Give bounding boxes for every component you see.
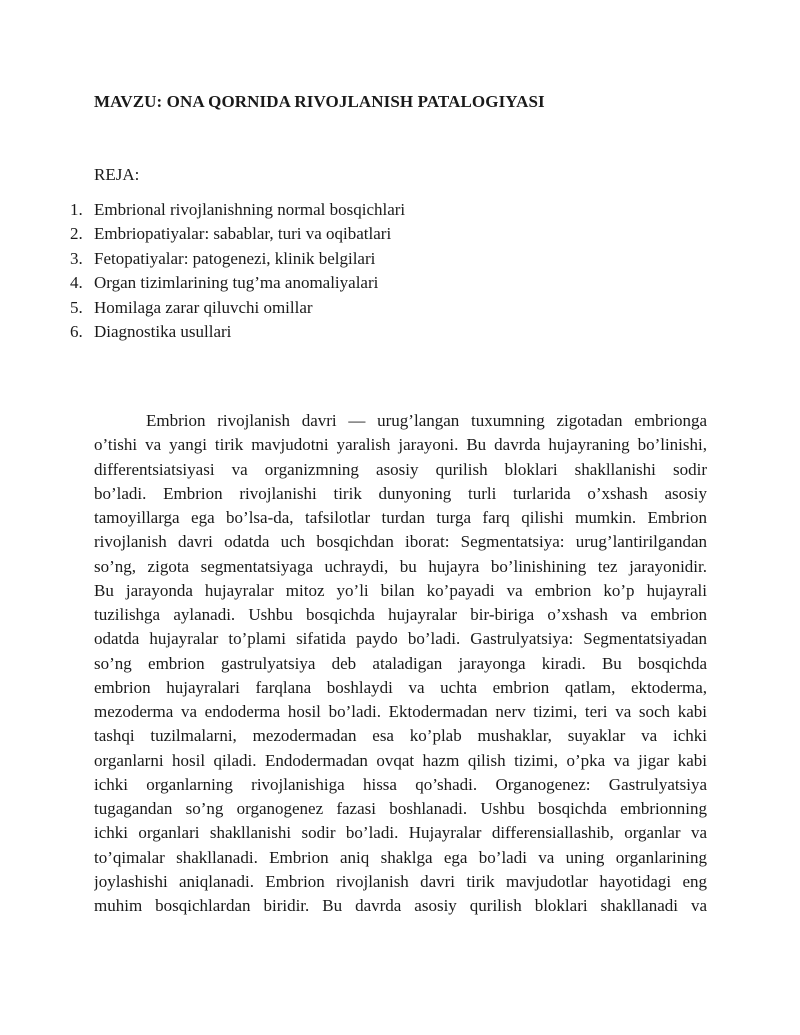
paragraph-line: organlarni hosil qiladi. Endodermadan ovqat hazm qilish tizimi, o’pka va jigar kabi (94, 750, 707, 770)
plan-item-number: 2. (70, 224, 83, 244)
paragraph-line: tuzilishga aylanadi. Ushbu bosqichda hujayralar bir-biriga o’xshash va embrion (94, 605, 707, 624)
plan-heading: REJA: (94, 165, 140, 184)
plan-item-number: 5. (70, 297, 83, 317)
body-paragraph (94, 409, 707, 918)
plan-item-text: Embriopatiyalar: sabablar, turi va oqibatlari (94, 224, 392, 244)
paragraph-line: Embrion rivojlanish davri — urug’langan tuxumning zigotadan embrionga (146, 411, 707, 430)
paragraph-line: differentsiatsiyasi va organizmning asosiy qurilish bloklari shakllanishi sodir (94, 459, 707, 479)
plan-item-text: Diagnostika usullari (94, 321, 232, 341)
plan-item-text: Organ tizimlarining tug’ma anomaliyalari (94, 273, 379, 293)
paragraph-line: to’qimalar shakllanadi. Embrion aniq shaklga ega bo’ladi va uning organlarining (94, 847, 707, 867)
paragraph-line: embrion hujayralari farqlana boshlaydi va uchta embrion qatlam, ektoderma, (94, 677, 707, 697)
paragraph-line: ichki organlari shakllanishi sodir bo’ladi. Hujayralar differensiallashib, organlar va (94, 823, 707, 843)
plan-item-number: 4. (70, 273, 83, 293)
plan-item (70, 296, 405, 320)
plan-item-text: Embrional rivojlanishning normal bosqichlari (94, 200, 406, 219)
paragraph-line: tamoyillarga ega bo’lsa-da, tafsilotlar turdan turga farq qilishi mumkin. Embrion (94, 508, 707, 527)
plan-item (70, 271, 405, 295)
document-title: MAVZU: ONA QORNIDA RIVOJLANISH PATALOGIYASI (94, 92, 545, 111)
plan-item-number: 3. (70, 248, 83, 268)
paragraph-line: tugagandan so’ng organogenez fazasi boshlanadi. Ushbu bosqichda embrionning (94, 799, 707, 818)
plan-list (70, 198, 405, 344)
plan-item (70, 222, 405, 246)
paragraph-line: so’ng embrion gastrulyatsiya deb ataladigan jarayonga kiradi. Bu bosqichda (94, 653, 707, 673)
paragraph-line: o’tishi va yangi tirik mavjudotni yaralish jarayoni. Bu davrda hujayraning bo’linishi, (94, 435, 707, 455)
paragraph-line: so’ng, zigota segmentatsiyaga uchraydi, bu hujayra bo’linishining tez jarayonidir. (94, 556, 707, 576)
paragraph-line: ichki organlarning rivojlanishiga hissa qo’shadi. Organogenez: Gastrulyatsiya (94, 774, 707, 794)
paragraph-line: mezoderma va endoderma hosil bo’ladi. Ektodermadan nerv tizimi, teri va soch kabi (94, 702, 707, 721)
paragraph-line: Bu jarayonda hujayralar mitoz yo’li bilan ko’payadi va embrion ko’p hujayrali (94, 580, 707, 600)
plan-item-number: 1. (70, 200, 83, 219)
plan-item-number: 6. (70, 321, 83, 341)
plan-item (70, 320, 405, 344)
plan-item (70, 247, 405, 271)
paragraph-line: tashqi tuzilmalarni, mezodermadan esa ko’plab mushaklar, suyaklar va ichki (94, 726, 707, 746)
paragraph-line: rivojlanish davri odatda uch bosqichdan iborat: Segmentatsiya: urug’lantirilgandan (94, 532, 707, 552)
plan-item-text: Fetopatiyalar: patogenezi, klinik belgilari (94, 248, 376, 268)
plan-item (70, 198, 405, 222)
paragraph-line: bo’ladi. Embrion rivojlanishi tirik dunyoning turli turlarida o’xshash asosiy (94, 483, 707, 503)
plan-item-text: Homilaga zarar qiluvchi omillar (94, 297, 313, 317)
paragraph-line: joylashishi aniqlanadi. Embrion rivojlanish davri tirik mavjudotlar hayotidagi eng (94, 871, 707, 891)
paragraph-line: odatda hujayralar to’plami sifatida paydo bo’ladi. Gastrulyatsiya: Segmentatsiyadan (94, 629, 707, 649)
paragraph-line: muhim bosqichlardan biridir. Bu davrda asosiy qurilish bloklari shakllanadi va (94, 896, 707, 915)
